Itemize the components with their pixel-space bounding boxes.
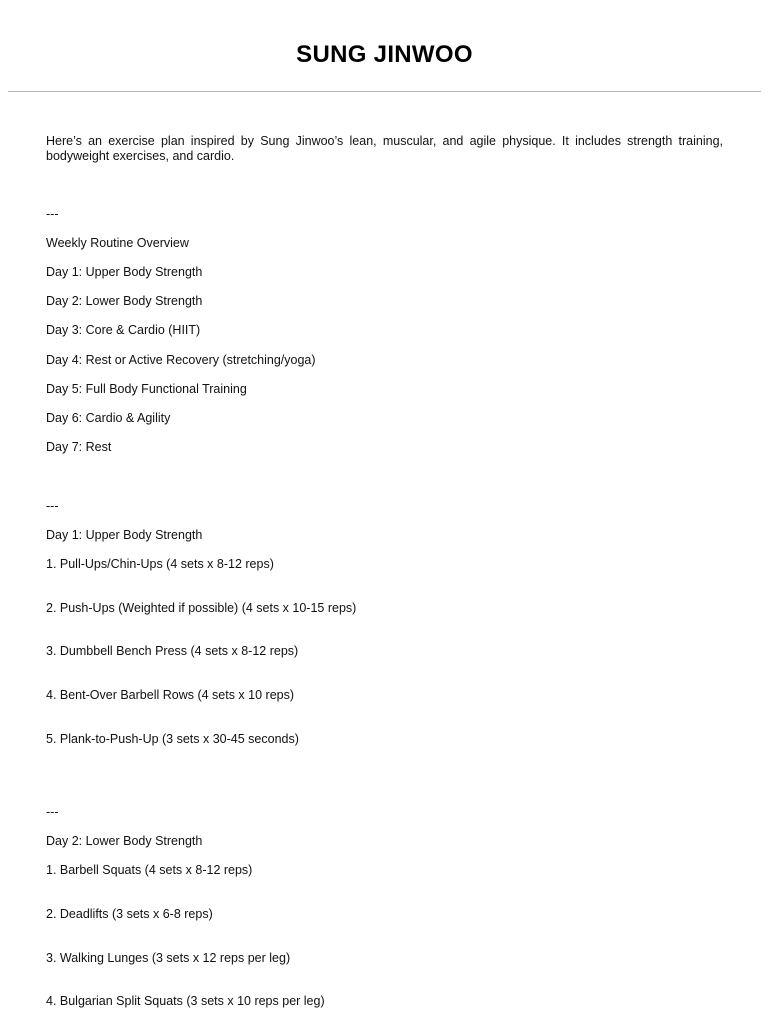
- document-title: SUNG JINWOO: [296, 41, 473, 68]
- exercise-item: 4. Bulgarian Split Squats (3 sets x 10 reps per leg): [46, 994, 325, 1008]
- exercise-item: 3. Walking Lunges (3 sets x 12 reps per leg): [46, 951, 291, 965]
- separator: ---: [46, 499, 59, 513]
- separator: ---: [46, 805, 59, 819]
- day1-heading: Day 1: Upper Body Strength: [46, 528, 203, 542]
- exercise-item: 1. Pull-Ups/Chin-Ups (4 sets x 8-12 reps): [46, 557, 274, 571]
- overview-day-item: Day 1: Upper Body Strength: [46, 265, 203, 279]
- overview-day-item: Day 5: Full Body Functional Training: [46, 382, 247, 396]
- overview-day-item: Day 2: Lower Body Strength: [46, 294, 203, 308]
- document-header: [8, 0, 761, 92]
- overview-day-item: Day 6: Cardio & Agility: [46, 411, 171, 425]
- exercise-item: 2. Deadlifts (3 sets x 6-8 reps): [46, 907, 213, 921]
- exercise-item: 4. Bent-Over Barbell Rows (4 sets x 10 reps): [46, 688, 295, 702]
- separator: ---: [46, 207, 59, 221]
- overview-day-item: Day 3: Core & Cardio (HIIT): [46, 323, 201, 337]
- overview-heading: Weekly Routine Overview: [46, 236, 189, 250]
- overview-day-item: Day 4: Rest or Active Recovery (stretching/yoga): [46, 353, 316, 367]
- intro-paragraph: Here’s an exercise plan inspired by Sung Jinwoo’s lean, muscular, and agile physique. It includes strength training, bodyweight exercises, and cardio.: [46, 134, 723, 163]
- exercise-item: 3. Dumbbell Bench Press (4 sets x 8-12 reps): [46, 644, 299, 658]
- exercise-item: 2. Push-Ups (Weighted if possible) (4 sets x 10-15 reps): [46, 601, 357, 615]
- day2-heading: Day 2: Lower Body Strength: [46, 834, 203, 848]
- exercise-item: 5. Plank-to-Push-Up (3 sets x 30-45 seconds): [46, 732, 299, 746]
- overview-day-item: Day 7: Rest: [46, 440, 112, 454]
- exercise-item: 1. Barbell Squats (4 sets x 8-12 reps): [46, 863, 253, 877]
